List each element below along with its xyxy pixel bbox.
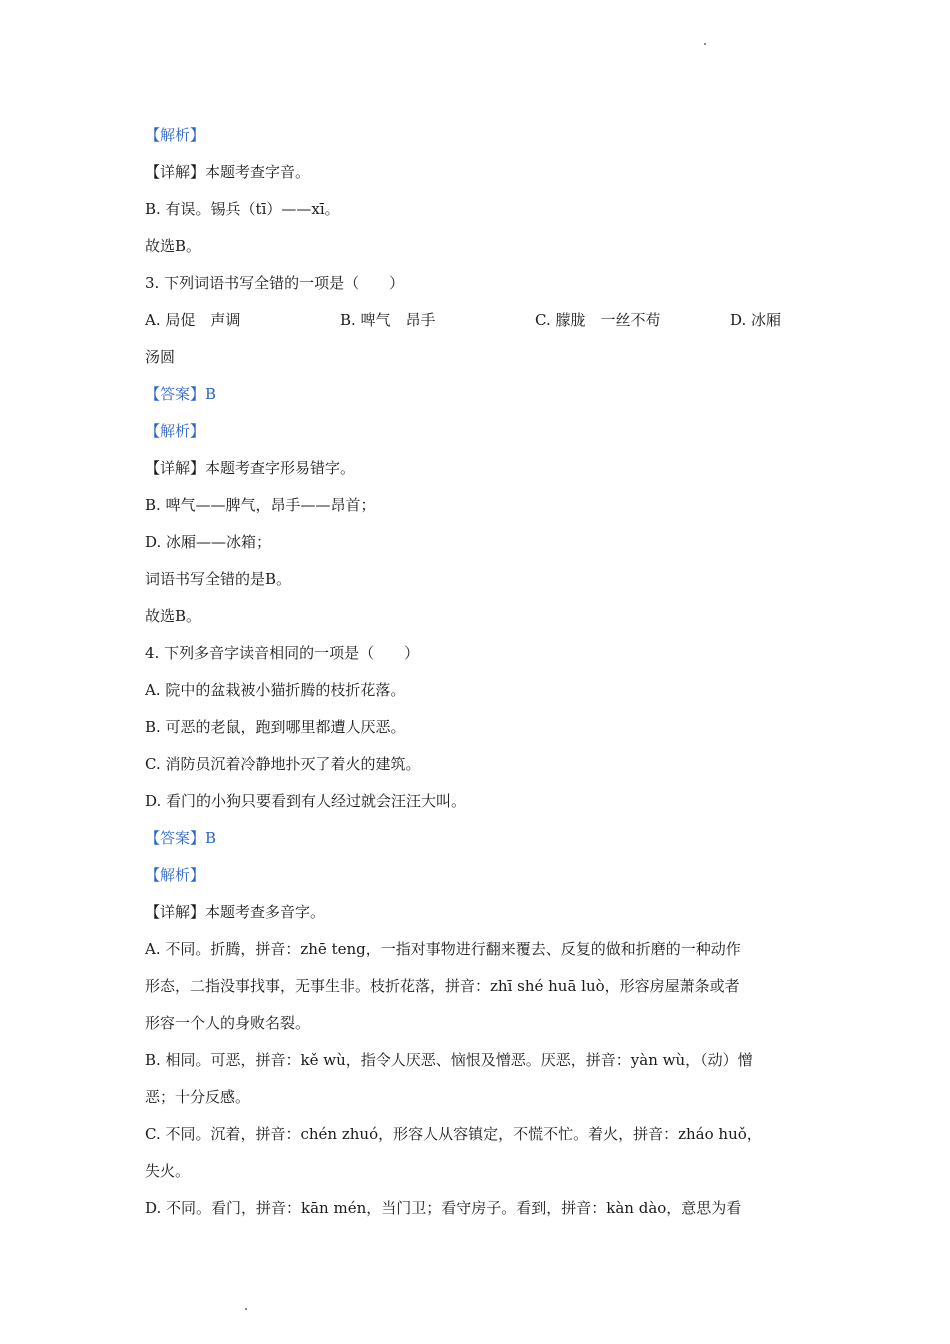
option-d: D. 冰厢 bbox=[730, 311, 782, 329]
analysis-tag: 【解析】 bbox=[145, 126, 206, 144]
answer-tag: 【答案】B bbox=[145, 385, 217, 403]
explain-b-line-2: 恶；十分反感。 bbox=[145, 1088, 251, 1106]
explain-a-line-2: 形态，二指没事找事，无事生非。枝折花落，拼音：zhī shé huā luò，形容房屋萧条或者 bbox=[145, 977, 740, 995]
detail-line: 【详解】本题考查字音。 bbox=[145, 163, 311, 181]
explain-a-line-3: 形容一个人的身败名裂。 bbox=[145, 1014, 311, 1032]
option-b: B. 可恶的老鼠，跑到哪里都遭人厌恶。 bbox=[145, 718, 406, 736]
bottom-mark bbox=[245, 1308, 247, 1310]
detail-line: 【详解】本题考查字形易错字。 bbox=[145, 459, 356, 477]
option-c: C. 朦胧 一丝不苟 bbox=[535, 311, 661, 329]
option-a: A. 院中的盆栽被小猫折腾的枝折花落。 bbox=[145, 681, 406, 699]
option-d-wrap: 汤圆 bbox=[145, 348, 176, 366]
option-c: C. 消防员沉着冷静地扑灭了着火的建筑。 bbox=[145, 755, 421, 773]
explain-b-line: B. 啤气——脾气，昂手——昂首； bbox=[145, 496, 376, 514]
explain-c-line-1: C. 不同。沉着，拼音：chén zhuó，形容人从容镇定，不慌不忙。着火，拼音：zháo huǒ， bbox=[145, 1125, 762, 1143]
option-d: D. 看门的小狗只要看到有人经过就会汪汪大叫。 bbox=[145, 792, 467, 810]
option-a: A. 局促 声调 bbox=[145, 311, 241, 329]
analysis-tag: 【解析】 bbox=[145, 866, 206, 884]
conclusion-line: 故选B。 bbox=[145, 607, 202, 625]
explain-d-line-1: D. 不同。看门，拼音：kān mén，当门卫；看守房子。看到，拼音：kàn dào，意思为看 bbox=[145, 1199, 742, 1217]
explain-a-line-1: A. 不同。折腾，拼音：zhē teng，一指对事物进行翻来覆去、反复的做和折磨的一种动作 bbox=[145, 940, 741, 958]
explain-c-line-2: 失火。 bbox=[145, 1162, 191, 1180]
analysis-tag: 【解析】 bbox=[145, 422, 206, 440]
explain-d-line: D. 冰厢——冰箱； bbox=[145, 533, 272, 551]
question-3: 3. 下列词语书写全错的一项是（ ） bbox=[145, 274, 405, 292]
question-4: 4. 下列多音字读音相同的一项是（ ） bbox=[145, 644, 420, 662]
top-mark bbox=[704, 43, 706, 45]
document-body bbox=[145, 120, 810, 1218]
summary-line: 词语书写全错的是B。 bbox=[145, 570, 292, 588]
answer-tag: 【答案】B bbox=[145, 829, 217, 847]
option-b: B. 啤气 昂手 bbox=[340, 311, 436, 329]
conclusion-line: 故选B。 bbox=[145, 237, 202, 255]
explain-b-line-1: B. 相同。可恶，拼音：kě wù，指令人厌恶、恼恨及憎恶。厌恶，拼音：yàn wù，（动）憎 bbox=[145, 1051, 753, 1069]
detail-line: 【详解】本题考查多音字。 bbox=[145, 903, 326, 921]
explain-b-line: B. 有误。锡兵（tī）——xī。 bbox=[145, 200, 340, 218]
question-3-options bbox=[145, 310, 810, 330]
